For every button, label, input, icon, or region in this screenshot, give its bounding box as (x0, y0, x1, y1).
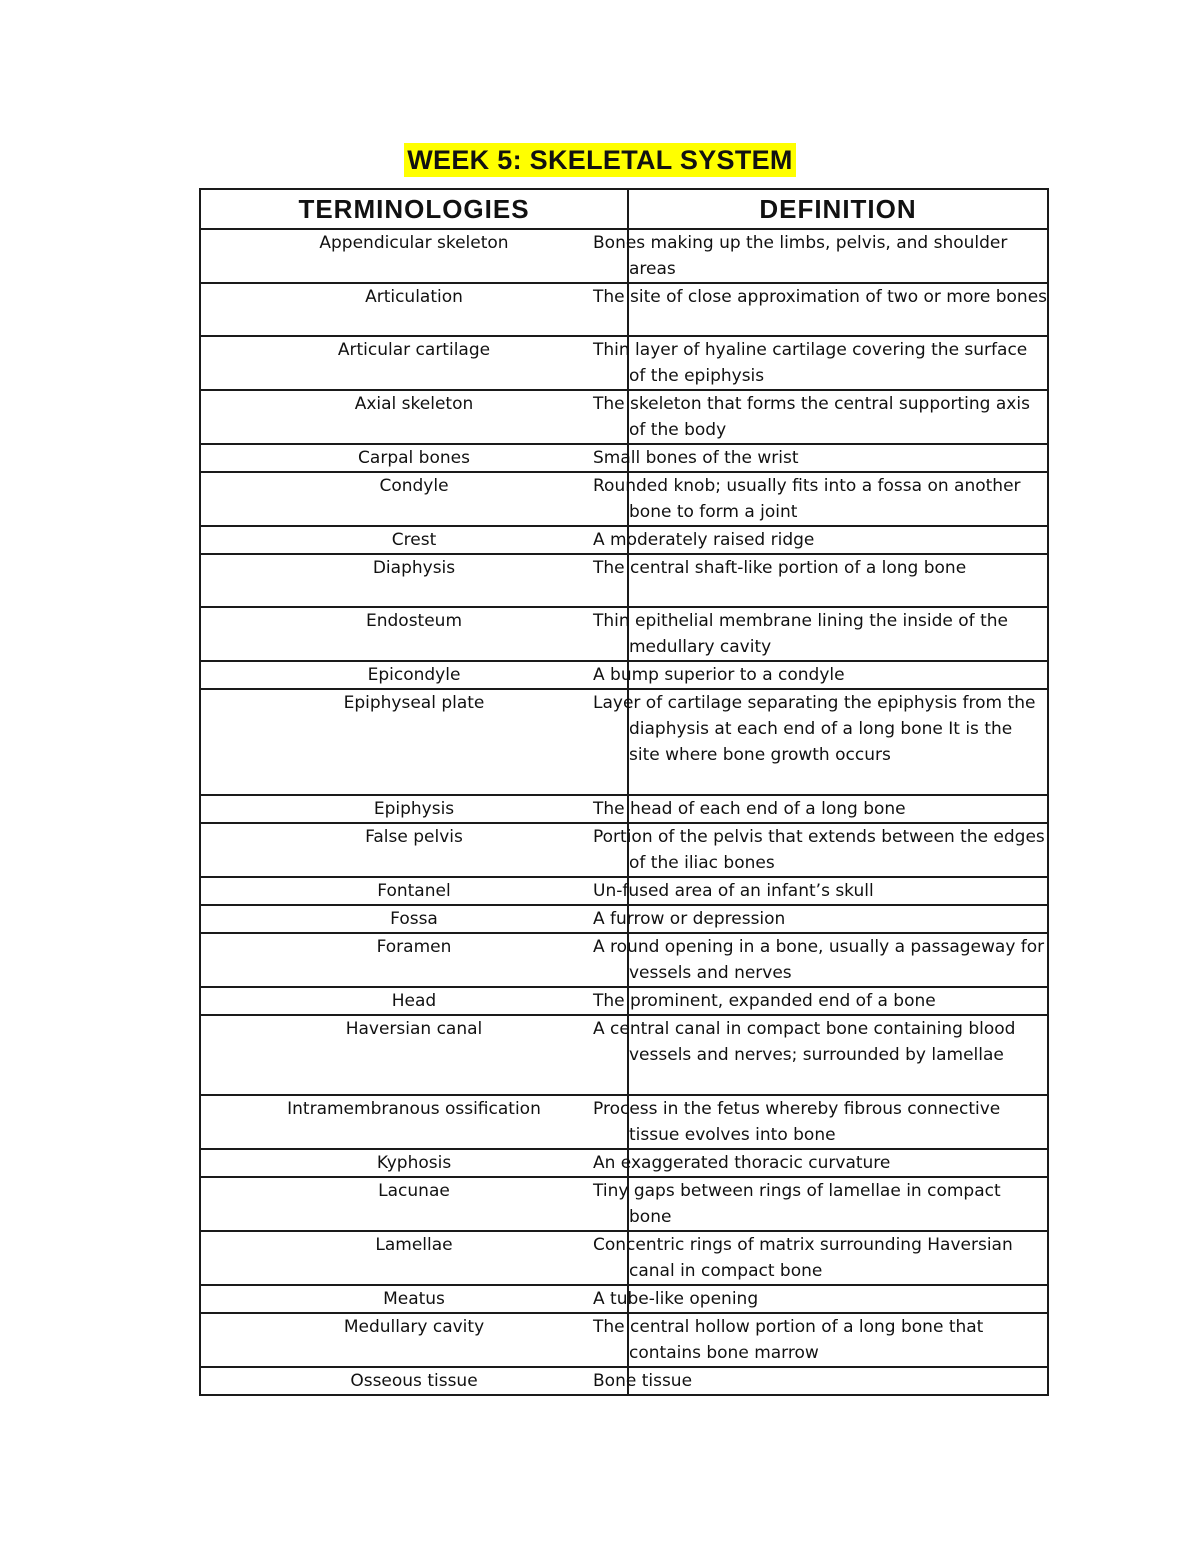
table-row (200, 1177, 1048, 1231)
table-row (200, 1095, 1048, 1149)
definition-cell: Rounded knob; usually fits into a fossa on another bone to form a joint (628, 472, 1048, 526)
definition-cell: Thin epithelial membrane lining the inside of the medullary cavity (628, 607, 1048, 661)
term-cell: Condyle (200, 472, 628, 526)
definition-cell: Un-fused area of an infant’s skull (628, 877, 1048, 905)
term-cell: Fontanel (200, 877, 628, 905)
table-row (200, 1015, 1048, 1095)
definition-cell: A bump superior to a condyle (628, 661, 1048, 689)
term-cell: Lamellae (200, 1231, 628, 1285)
term-cell: Crest (200, 526, 628, 554)
term-cell: Fossa (200, 905, 628, 933)
definition-cell: Tiny gaps between rings of lamellae in compact bone (628, 1177, 1048, 1231)
term-cell: Diaphysis (200, 554, 628, 607)
table-row (200, 877, 1048, 905)
table-row (200, 554, 1048, 607)
definition-cell: A tube-like opening (628, 1285, 1048, 1313)
header-terminologies: TERMINOLOGIES (200, 189, 628, 229)
table-row (200, 283, 1048, 336)
definition-cell: A furrow or depression (628, 905, 1048, 933)
table-row (200, 1285, 1048, 1313)
table-row (200, 229, 1048, 283)
term-cell: Medullary cavity (200, 1313, 628, 1367)
definition-cell: The central hollow portion of a long bone that contains bone marrow (628, 1313, 1048, 1367)
terminology-table (199, 188, 1049, 1396)
definition-cell: An exaggerated thoracic curvature (628, 1149, 1048, 1177)
definition-cell: The site of close approximation of two or more bones (628, 283, 1048, 336)
definition-cell: Process in the fetus whereby fibrous connective tissue evolves into bone (628, 1095, 1048, 1149)
term-cell: Epiphysis (200, 795, 628, 823)
term-cell: Lacunae (200, 1177, 628, 1231)
table-row (200, 336, 1048, 390)
term-cell: Haversian canal (200, 1015, 628, 1095)
table-row (200, 933, 1048, 987)
table-row (200, 905, 1048, 933)
table-row (200, 689, 1048, 795)
table-row (200, 1367, 1048, 1395)
definition-cell: Small bones of the wrist (628, 444, 1048, 472)
table-row (200, 607, 1048, 661)
title-wrap (0, 143, 1200, 177)
term-cell: Appendicular skeleton (200, 229, 628, 283)
term-cell: Head (200, 987, 628, 1015)
table-row (200, 661, 1048, 689)
term-cell: Endosteum (200, 607, 628, 661)
term-cell: Intramembranous ossification (200, 1095, 628, 1149)
table-row (200, 1149, 1048, 1177)
header-definition: DEFINITION (628, 189, 1048, 229)
term-cell: False pelvis (200, 823, 628, 877)
term-cell: Osseous tissue (200, 1367, 628, 1395)
table-row (200, 987, 1048, 1015)
table-row (200, 444, 1048, 472)
definition-cell: The skeleton that forms the central supporting axis of the body (628, 390, 1048, 444)
table-row (200, 1313, 1048, 1367)
table-row (200, 472, 1048, 526)
term-cell: Foramen (200, 933, 628, 987)
definition-cell: The central shaft-like portion of a long bone (628, 554, 1048, 607)
definition-cell: A round opening in a bone, usually a passageway for vessels and nerves (628, 933, 1048, 987)
table-row (200, 390, 1048, 444)
term-cell: Meatus (200, 1285, 628, 1313)
definition-cell: Bone tissue (628, 1367, 1048, 1395)
table-header-row (200, 189, 1048, 229)
term-cell: Carpal bones (200, 444, 628, 472)
definition-cell: Layer of cartilage separating the epiphysis from the diaphysis at each end of a long bone It is the site where bone growth occurs (628, 689, 1048, 795)
definition-cell: Thin layer of hyaline cartilage covering the surface of the epiphysis (628, 336, 1048, 390)
definition-cell: The head of each end of a long bone (628, 795, 1048, 823)
table-row (200, 795, 1048, 823)
definition-cell: A central canal in compact bone containing blood vessels and nerves; surrounded by lamellae (628, 1015, 1048, 1095)
definition-cell: Bones making up the limbs, pelvis, and shoulder areas (628, 229, 1048, 283)
term-cell: Kyphosis (200, 1149, 628, 1177)
table-row (200, 526, 1048, 554)
definition-cell: Concentric rings of matrix surrounding Haversian canal in compact bone (628, 1231, 1048, 1285)
term-cell: Epicondyle (200, 661, 628, 689)
term-cell: Articular cartilage (200, 336, 628, 390)
definition-cell: The prominent, expanded end of a bone (628, 987, 1048, 1015)
term-cell: Articulation (200, 283, 628, 336)
table-row (200, 1231, 1048, 1285)
definition-cell: A moderately raised ridge (628, 526, 1048, 554)
table-row (200, 823, 1048, 877)
definition-cell: Portion of the pelvis that extends between the edges of the iliac bones (628, 823, 1048, 877)
page-title: WEEK 5: SKELETAL SYSTEM (404, 143, 795, 177)
term-cell: Axial skeleton (200, 390, 628, 444)
term-cell: Epiphyseal plate (200, 689, 628, 795)
